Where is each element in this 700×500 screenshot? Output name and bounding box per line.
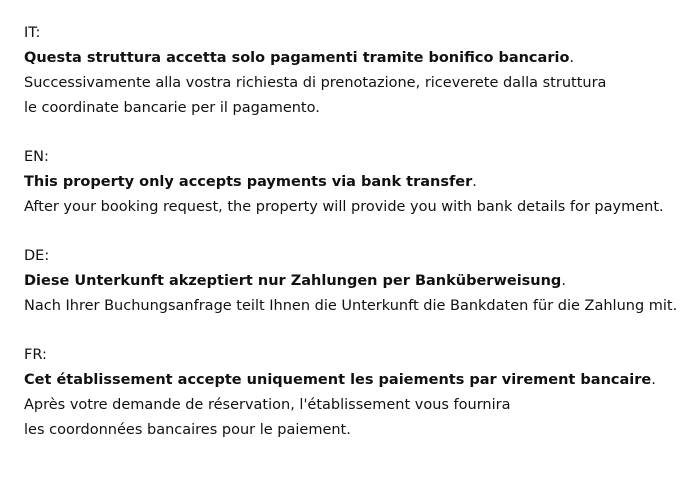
headline <box>24 170 694 195</box>
body-line: After your booking request, the property will provide you with bank details for payment. <box>24 199 664 215</box>
headline-period: . <box>472 174 477 190</box>
language-code: IT: <box>24 25 41 41</box>
language-code: EN: <box>24 149 49 165</box>
headline-text: This property only accepts payments via bank transfer <box>24 174 473 190</box>
body-line: Successivamente alla vostra richiesta di prenotazione, riceverete dalla struttura <box>24 75 607 91</box>
headline-period: . <box>651 372 656 388</box>
body-line: Nach Ihrer Buchungsanfrage teilt Ihnen die Unterkunft die Bankdaten für die Zahlung mit. <box>24 298 678 314</box>
section-en <box>24 145 694 220</box>
headline <box>24 46 694 71</box>
headline-text: Diese Unterkunft akzeptiert nur Zahlungen per Banküberweisung <box>24 273 562 289</box>
body-line: Après votre demande de réservation, l'établissement vous fournira <box>24 397 511 413</box>
headline-period: . <box>561 273 566 289</box>
language-code: FR: <box>24 347 47 363</box>
headline <box>24 368 694 393</box>
section-it <box>24 21 694 121</box>
body-line: les coordonnées bancaires pour le paiement. <box>24 422 351 438</box>
headline <box>24 269 694 294</box>
headline-period: . <box>569 50 575 66</box>
headline-text: Questa struttura accetta solo pagamenti tramite bonifico bancario <box>24 50 570 66</box>
body-line: le coordinate bancarie per il pagamento. <box>24 100 320 116</box>
language-code: DE: <box>24 248 50 264</box>
section-fr <box>24 343 694 443</box>
payment-notice <box>24 21 694 467</box>
section-de <box>24 244 694 319</box>
headline-text: Cet établissement accepte uniquement les paiements par virement bancaire <box>24 372 652 388</box>
